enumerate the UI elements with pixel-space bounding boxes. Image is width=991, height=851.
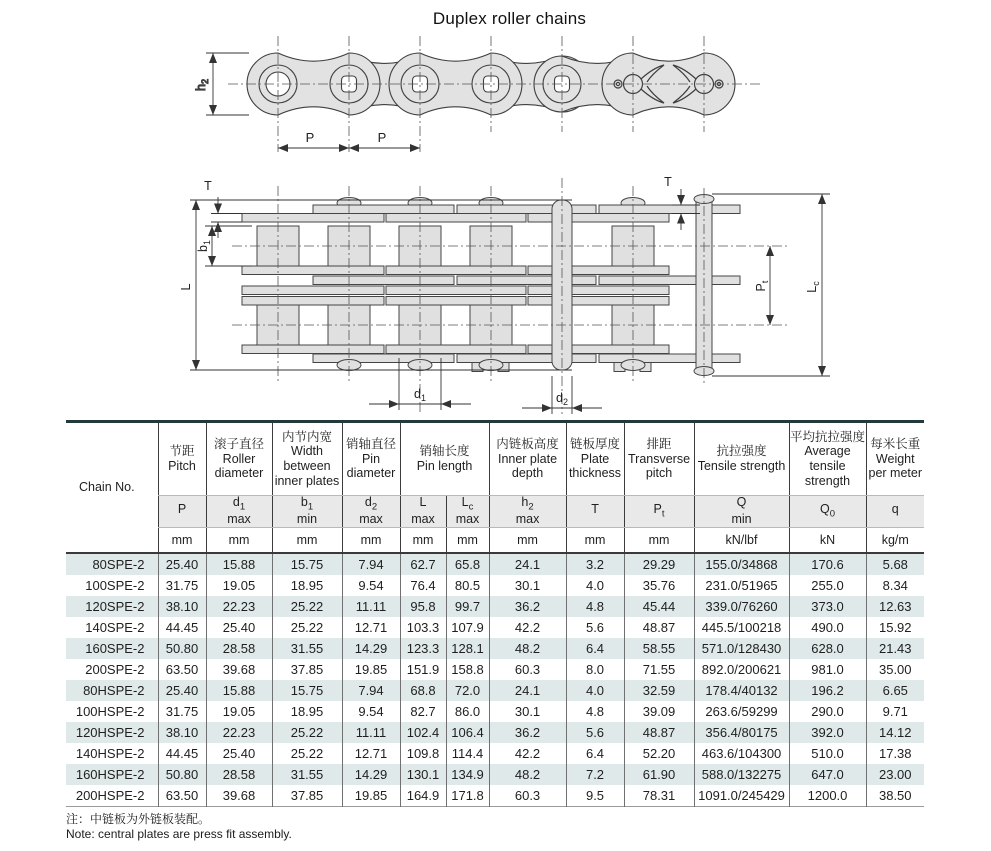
value-cell: 48.2 xyxy=(489,764,566,785)
header-name-row xyxy=(66,422,924,496)
value-cell: 5.68 xyxy=(866,553,924,575)
value-cell: 11.11 xyxy=(342,596,400,617)
value-cell: 12.71 xyxy=(342,743,400,764)
table-row xyxy=(66,553,924,575)
value-cell: 19.85 xyxy=(342,659,400,680)
symbol-cell: $d_2$ max xyxy=(342,496,400,528)
table-notes xyxy=(66,812,292,842)
value-cell: 981.0 xyxy=(789,659,866,680)
col-header-pin-diameter: 销轴直径 Pin diameter xyxy=(342,422,400,496)
chain-no-cell: 120HSPE-2 xyxy=(75,724,145,740)
value-cell: 22.23 xyxy=(206,722,272,743)
value-cell: 15.75 xyxy=(272,680,342,701)
table-row xyxy=(66,764,924,785)
value-cell: 60.3 xyxy=(489,659,566,680)
value-cell: 23.00 xyxy=(866,764,924,785)
header-symbol-row xyxy=(66,496,924,528)
value-cell: 196.2 xyxy=(789,680,866,701)
table-body xyxy=(66,553,924,807)
value-cell: 5.6 xyxy=(566,722,624,743)
value-cell: 25.22 xyxy=(272,722,342,743)
value-cell: 38.10 xyxy=(158,596,206,617)
value-cell: 31.55 xyxy=(272,764,342,785)
value-cell: 65.8 xyxy=(446,553,489,575)
value-cell: 39.68 xyxy=(206,785,272,807)
value-cell: 71.55 xyxy=(624,659,694,680)
page-title: Duplex roller chains xyxy=(432,9,587,28)
value-cell: 25.22 xyxy=(272,743,342,764)
symbol-cell: q xyxy=(866,496,924,528)
unit-cell: kN/lbf xyxy=(694,527,789,553)
table-row xyxy=(66,575,924,596)
value-cell: 68.8 xyxy=(400,680,446,701)
value-cell: 9.54 xyxy=(342,701,400,722)
symbol-cell: P xyxy=(158,496,206,528)
value-cell: 892.0/200621 xyxy=(694,659,789,680)
value-cell: 38.50 xyxy=(866,785,924,807)
value-cell: 114.4 xyxy=(446,743,489,764)
value-cell: 25.40 xyxy=(206,743,272,764)
value-cell: 17.38 xyxy=(866,743,924,764)
symbol-cell: T xyxy=(566,496,624,528)
value-cell: 102.4 xyxy=(400,722,446,743)
value-cell: 9.71 xyxy=(866,701,924,722)
col-header-inner-width: 内节内宽 Width between inner plates xyxy=(272,422,342,496)
value-cell: 38.10 xyxy=(158,722,206,743)
value-cell: 4.8 xyxy=(566,701,624,722)
unit-cell: mm xyxy=(400,527,446,553)
value-cell: 1200.0 xyxy=(789,785,866,807)
chain-no-cell: 200SPE-2 xyxy=(85,661,145,677)
value-cell: 62.7 xyxy=(400,553,446,575)
value-cell: 6.4 xyxy=(566,743,624,764)
value-cell: 86.0 xyxy=(446,701,489,722)
dim-label-p1: P xyxy=(305,130,315,145)
table-row xyxy=(66,785,924,807)
value-cell: 158.8 xyxy=(446,659,489,680)
value-cell: 155.0/34868 xyxy=(694,553,789,575)
value-cell: 58.55 xyxy=(624,638,694,659)
value-cell: 60.3 xyxy=(489,785,566,807)
table-header xyxy=(66,422,924,553)
value-cell: 50.80 xyxy=(158,638,206,659)
value-cell: 9.54 xyxy=(342,575,400,596)
value-cell: 31.75 xyxy=(158,701,206,722)
chain-no-cell: 160HSPE-2 xyxy=(75,766,145,782)
dim-label-d2: $d_2$ xyxy=(556,391,568,407)
chain-plan-view xyxy=(178,175,830,414)
value-cell: 463.6/104300 xyxy=(694,743,789,764)
value-cell: 50.80 xyxy=(158,764,206,785)
dim-label-t-left: T xyxy=(204,179,212,193)
value-cell: 255.0 xyxy=(789,575,866,596)
col-header-weight-per-meter: 每米长重 Weight per meter xyxy=(866,422,924,496)
value-cell: 106.4 xyxy=(446,722,489,743)
chain-no-cell: 80HSPE-2 xyxy=(83,682,145,698)
note-cn: 注：中链板为外链板装配。 xyxy=(66,812,211,826)
dim-label-d1: $d_1$ xyxy=(414,387,426,403)
value-cell: 22.23 xyxy=(206,596,272,617)
value-cell: 19.85 xyxy=(342,785,400,807)
value-cell: 99.7 xyxy=(446,596,489,617)
value-cell: 6.65 xyxy=(866,680,924,701)
value-cell: 37.85 xyxy=(272,785,342,807)
value-cell: 128.1 xyxy=(446,638,489,659)
value-cell: 35.00 xyxy=(866,659,924,680)
symbol-cell: $b_1$ min xyxy=(272,496,342,528)
value-cell: 290.0 xyxy=(789,701,866,722)
dim-label-t-right: T xyxy=(664,175,672,189)
unit-cell: mm xyxy=(342,527,400,553)
chain-no-cell: 160SPE-2 xyxy=(85,640,145,656)
value-cell: 231.0/51965 xyxy=(694,575,789,596)
col-header-roller-diameter: 滚子直径 Roller diameter xyxy=(206,422,272,496)
unit-cell: mm xyxy=(272,527,342,553)
value-cell: 25.40 xyxy=(158,553,206,575)
col-header-plate-thickness: 链板厚度 Plate thickness xyxy=(566,422,624,496)
col-header-tensile-strength: 抗拉强度 Tensile strength xyxy=(694,422,789,496)
value-cell: 7.94 xyxy=(342,553,400,575)
value-cell: 178.4/40132 xyxy=(694,680,789,701)
value-cell: 25.22 xyxy=(272,617,342,638)
value-cell: 510.0 xyxy=(789,743,866,764)
value-cell: 103.3 xyxy=(400,617,446,638)
dim-label-h2: $h_2$ xyxy=(194,79,210,91)
value-cell: 19.05 xyxy=(206,701,272,722)
unit-cell: mm xyxy=(206,527,272,553)
unit-cell: mm xyxy=(624,527,694,553)
value-cell: 109.8 xyxy=(400,743,446,764)
col-header-inner-plate-depth: 内链板高度 Inner plate depth xyxy=(489,422,566,496)
symbol-cell: $d_1$ max xyxy=(206,496,272,528)
table-row xyxy=(66,722,924,743)
value-cell: 647.0 xyxy=(789,764,866,785)
value-cell: 15.88 xyxy=(206,680,272,701)
value-cell: 76.4 xyxy=(400,575,446,596)
value-cell: 24.1 xyxy=(489,680,566,701)
value-cell: 36.2 xyxy=(489,722,566,743)
value-cell: 123.3 xyxy=(400,638,446,659)
value-cell: 14.29 xyxy=(342,638,400,659)
value-cell: 490.0 xyxy=(789,617,866,638)
unit-cell: mm xyxy=(446,527,489,553)
col-header-pitch: 节距 Pitch xyxy=(158,422,206,496)
value-cell: 63.50 xyxy=(158,659,206,680)
value-cell: 8.34 xyxy=(866,575,924,596)
value-cell: 19.05 xyxy=(206,575,272,596)
value-cell: 356.4/80175 xyxy=(694,722,789,743)
value-cell: 7.94 xyxy=(342,680,400,701)
dim-label-p2: P xyxy=(377,130,387,145)
value-cell: 28.58 xyxy=(206,638,272,659)
chain-no-cell: 140HSPE-2 xyxy=(75,745,145,761)
value-cell: 263.6/59299 xyxy=(694,701,789,722)
value-cell: 3.2 xyxy=(566,553,624,575)
value-cell: 7.2 xyxy=(566,764,624,785)
symbol-cell: $h_2$ max xyxy=(489,496,566,528)
value-cell: 25.22 xyxy=(272,596,342,617)
value-cell: 82.7 xyxy=(400,701,446,722)
header-unit-row xyxy=(66,527,924,553)
value-cell: 170.6 xyxy=(789,553,866,575)
value-cell: 392.0 xyxy=(789,722,866,743)
unit-cell: kN xyxy=(789,527,866,553)
table-row xyxy=(66,659,924,680)
table-row xyxy=(66,596,924,617)
value-cell: 39.09 xyxy=(624,701,694,722)
value-cell: 42.2 xyxy=(489,743,566,764)
note-en: Note: central plates are press fit assembly. xyxy=(66,827,292,841)
value-cell: 6.4 xyxy=(566,638,624,659)
chain-no-cell: 140SPE-2 xyxy=(85,619,145,635)
chain-no-cell: 200HSPE-2 xyxy=(75,787,145,803)
value-cell: 72.0 xyxy=(446,680,489,701)
value-cell: 445.5/100218 xyxy=(694,617,789,638)
symbol-cell: Q min xyxy=(694,496,789,528)
value-cell: 61.90 xyxy=(624,764,694,785)
dim-label-b1: $b_1$ xyxy=(196,240,212,252)
chain-side-view xyxy=(194,36,762,152)
symbol-cell: $P_t$ xyxy=(624,496,694,528)
value-cell: 29.29 xyxy=(624,553,694,575)
value-cell: 4.0 xyxy=(566,575,624,596)
value-cell: 15.88 xyxy=(206,553,272,575)
value-cell: 9.5 xyxy=(566,785,624,807)
value-cell: 52.20 xyxy=(624,743,694,764)
value-cell: 24.1 xyxy=(489,553,566,575)
value-cell: 12.63 xyxy=(866,596,924,617)
value-cell: 164.9 xyxy=(400,785,446,807)
chain-drawings xyxy=(0,0,991,414)
col-header-pin-length: 销轴长度 Pin length xyxy=(400,422,489,496)
table-row xyxy=(66,680,924,701)
dim-label-l: L xyxy=(178,283,193,291)
value-cell: 32.59 xyxy=(624,680,694,701)
unit-cell: kg/m xyxy=(866,527,924,553)
value-cell: 39.68 xyxy=(206,659,272,680)
chain-no-header: Chain No. xyxy=(66,422,158,553)
value-cell: 95.8 xyxy=(400,596,446,617)
value-cell: 571.0/128430 xyxy=(694,638,789,659)
value-cell: 373.0 xyxy=(789,596,866,617)
value-cell: 44.45 xyxy=(158,743,206,764)
value-cell: 35.76 xyxy=(624,575,694,596)
value-cell: 30.1 xyxy=(489,701,566,722)
chain-no-cell: 120SPE-2 xyxy=(85,598,145,614)
unit-cell: mm xyxy=(566,527,624,553)
table-row xyxy=(66,617,924,638)
value-cell: 36.2 xyxy=(489,596,566,617)
value-cell: 80.5 xyxy=(446,575,489,596)
col-header-transverse-pitch: 排距 Transverse pitch xyxy=(624,422,694,496)
value-cell: 31.55 xyxy=(272,638,342,659)
value-cell: 8.0 xyxy=(566,659,624,680)
table-row xyxy=(66,743,924,764)
value-cell: 12.71 xyxy=(342,617,400,638)
value-cell: 78.31 xyxy=(624,785,694,807)
value-cell: 134.9 xyxy=(446,764,489,785)
value-cell: 44.45 xyxy=(158,617,206,638)
value-cell: 4.0 xyxy=(566,680,624,701)
table-row xyxy=(66,638,924,659)
value-cell: 339.0/76260 xyxy=(694,596,789,617)
value-cell: 25.40 xyxy=(206,617,272,638)
value-cell: 130.1 xyxy=(400,764,446,785)
dim-label-lc: $L_c$ xyxy=(805,281,821,293)
value-cell: 171.8 xyxy=(446,785,489,807)
chain-no-cell: 100SPE-2 xyxy=(85,577,145,593)
value-cell: 21.43 xyxy=(866,638,924,659)
chain-no-cell: 100HSPE-2 xyxy=(75,703,145,719)
value-cell: 48.87 xyxy=(624,722,694,743)
table-row xyxy=(66,701,924,722)
value-cell: 45.44 xyxy=(624,596,694,617)
value-cell: 48.2 xyxy=(489,638,566,659)
value-cell: 31.75 xyxy=(158,575,206,596)
value-cell: 48.87 xyxy=(624,617,694,638)
symbol-cell: L max xyxy=(400,496,446,528)
value-cell: 18.95 xyxy=(272,701,342,722)
unit-cell: mm xyxy=(158,527,206,553)
value-cell: 28.58 xyxy=(206,764,272,785)
value-cell: 588.0/132275 xyxy=(694,764,789,785)
value-cell: 15.75 xyxy=(272,553,342,575)
value-cell: 107.9 xyxy=(446,617,489,638)
value-cell: 42.2 xyxy=(489,617,566,638)
value-cell: 5.6 xyxy=(566,617,624,638)
value-cell: 37.85 xyxy=(272,659,342,680)
value-cell: 30.1 xyxy=(489,575,566,596)
value-cell: 11.11 xyxy=(342,722,400,743)
value-cell: 15.92 xyxy=(866,617,924,638)
value-cell: 4.8 xyxy=(566,596,624,617)
symbol-cell: $Q_0$ xyxy=(789,496,866,528)
col-header-average-tensile-strength: 平均抗拉强度 Average tensile strength xyxy=(789,422,866,496)
spec-table xyxy=(66,420,924,807)
symbol-cell: $L_c$ max xyxy=(446,496,489,528)
value-cell: 14.29 xyxy=(342,764,400,785)
value-cell: 1091.0/245429 xyxy=(694,785,789,807)
value-cell: 63.50 xyxy=(158,785,206,807)
value-cell: 628.0 xyxy=(789,638,866,659)
chain-no-cell: 80SPE-2 xyxy=(92,556,145,572)
value-cell: 25.40 xyxy=(158,680,206,701)
unit-cell: mm xyxy=(489,527,566,553)
dim-label-pt: $P_t$ xyxy=(754,280,770,292)
value-cell: 14.12 xyxy=(866,722,924,743)
value-cell: 18.95 xyxy=(272,575,342,596)
value-cell: 151.9 xyxy=(400,659,446,680)
